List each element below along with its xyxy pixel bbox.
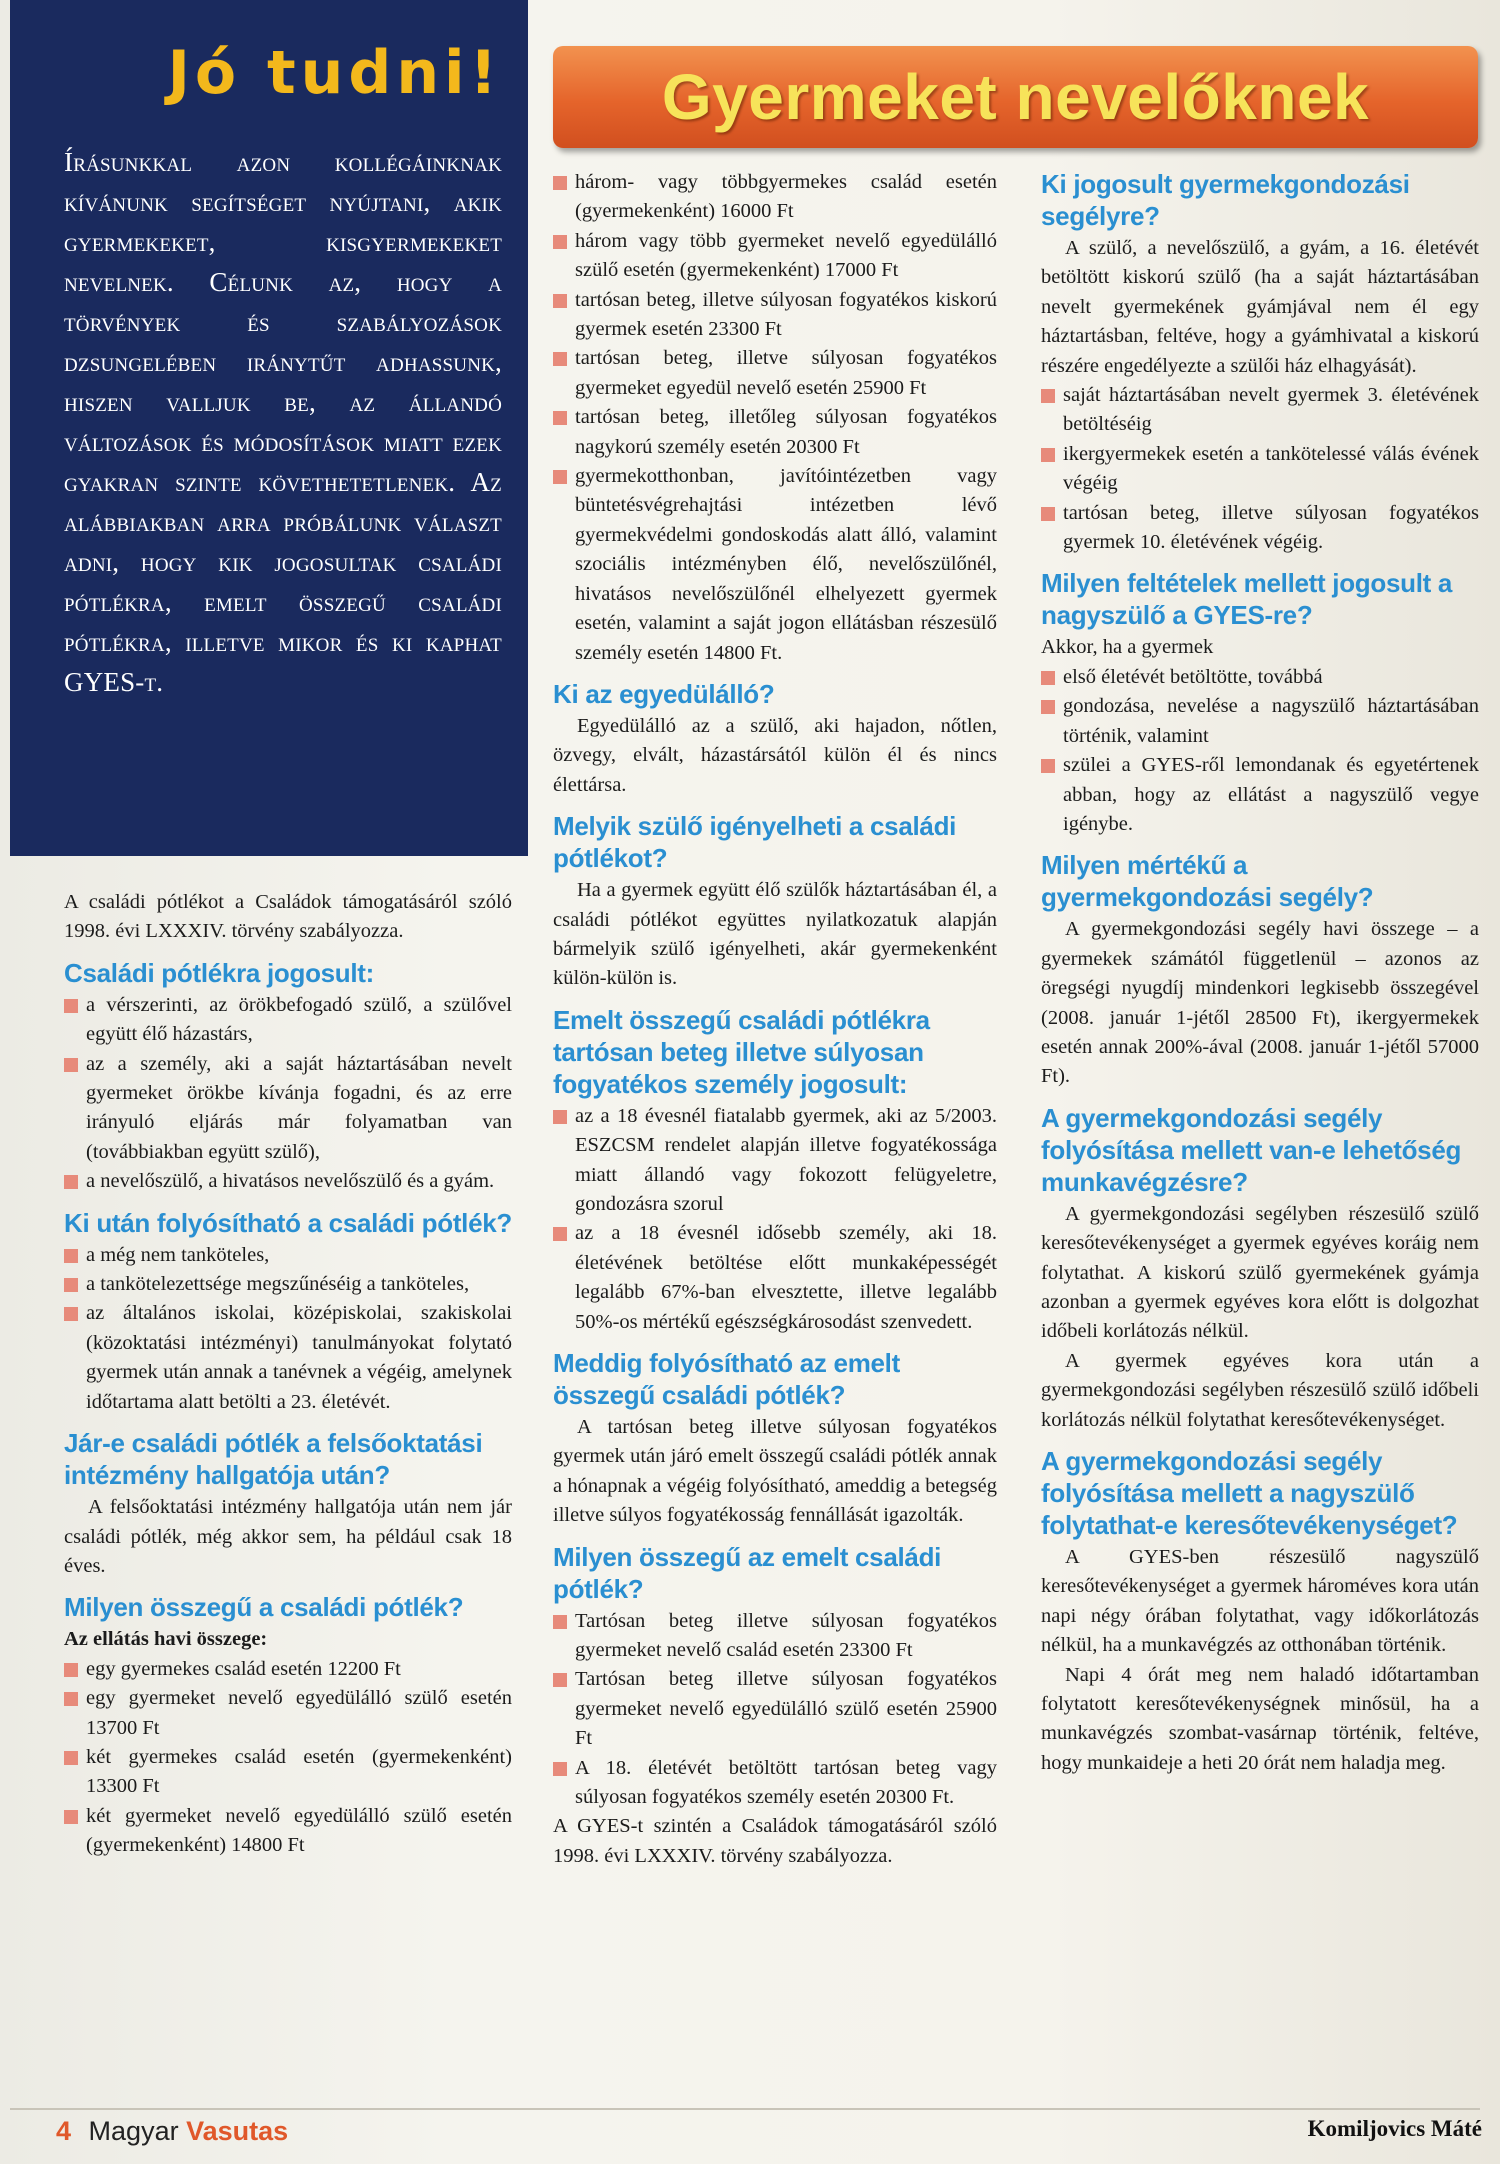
footer-divider xyxy=(10,2108,1480,2110)
subheading-osszeg: Milyen összegű a családi pótlék? xyxy=(64,1592,464,1623)
list-item-text: a tankötelezettsége megszűnéséig a tanköteles, xyxy=(86,1273,470,1296)
list-item xyxy=(1041,751,1479,839)
list-item-text: a még nem tanköteles, xyxy=(86,1243,270,1266)
list-item-text: tartósan beteg, illetve súlyosan fogyatékos gyermek 10. életévének végéig. xyxy=(1063,501,1479,554)
list-item xyxy=(1041,381,1479,440)
list-jogosult xyxy=(64,991,512,1197)
list-item-text: két gyermekes család esetén (gyermekenként) 13300 Ft xyxy=(86,1745,512,1798)
square-bullet-icon xyxy=(553,1762,567,1776)
paragraph-nagyszulo: Akkor, ha a gyermek xyxy=(1041,636,1214,659)
square-bullet-icon xyxy=(1041,507,1055,521)
list-item-text: az a 18 évesnél fiatalabb gyermek, aki az 5/2003. ESZCSM rendelet alapján illetve fogyatékossága miatt állandó vagy fokozott felügyeletre, gondozásra szorul xyxy=(575,1104,997,1215)
column-2 xyxy=(553,168,997,1871)
list-item-text: szülei a GYES-ről lemondanak és egyetértenek abban, hogy az ellátást a nagyszülő vegye igénybe. xyxy=(1063,754,1479,835)
subheading-jogosult: Családi pótlékra jogosult: xyxy=(64,957,375,988)
author-name: Komiljovics Máté xyxy=(1307,2116,1482,2141)
square-bullet-icon xyxy=(64,1663,78,1677)
paragraph-melyik-szulo: Ha a gyermek együtt élő szülők háztartásában él, a családi pótlékot együttes nyilatkozatuk alapján bármelyik szülő igényelheti, akár gyermekenként külön-külön is. xyxy=(553,879,997,990)
square-bullet-icon xyxy=(64,1058,78,1072)
list-item xyxy=(64,1684,512,1743)
square-bullet-icon xyxy=(64,1692,78,1706)
list-item xyxy=(64,991,512,1050)
column-3 xyxy=(1041,168,1479,1778)
square-bullet-icon xyxy=(1041,671,1055,685)
list-osszeg-continued xyxy=(553,168,997,668)
list-item-text: gondozása, nevelése a nagyszülő háztartásában történik, valamint xyxy=(1063,695,1479,747)
square-bullet-icon xyxy=(1041,389,1055,403)
subheading-emelt-osszeg: Milyen összegű az emelt családi pótlék? xyxy=(553,1541,942,1604)
intro-heading: Jó tudni! xyxy=(167,38,502,108)
list-item-text: három- vagy többgyermekes család esetén (gyermekenként) 16000 Ft xyxy=(575,171,997,223)
square-bullet-icon xyxy=(553,1615,567,1629)
list-item xyxy=(553,344,997,403)
subheading-gyes-jogosult: Ki jogosult gyermekgondozási segélyre? xyxy=(1041,169,1410,231)
paragraph-nagyszulo-munka-1: A GYES-ben részesülő nagyszülő keresőtevékenységet a gyermek hároméves kora után napi négy órában folytathat, vagy időkorlátozás nélkül, ha a munkavégzés az otthonában történik. xyxy=(1041,1546,1479,1657)
list-item-text: az általános iskolai, középiskolai, szakiskolai (közoktatási intézményi) tanulmányokat folytató gyermek után annak a tanévnek a végéig, amelynek időtartama alatt betölti a 23. életévét. xyxy=(86,1302,512,1413)
square-bullet-icon xyxy=(64,1278,78,1292)
subheading-nagyszulo: Milyen feltételek mellett jogosult a nagyszülő a GYES-re? xyxy=(1041,568,1453,631)
subheading-meddig: Meddig folyósítható az emelt összegű családi pótlék? xyxy=(553,1348,900,1410)
list-nagyszulo xyxy=(1041,663,1479,839)
footer-brand xyxy=(56,2113,288,2149)
list-item-text: tartósan beteg, illetőleg súlyosan fogyatékos nagykorú személy esetén 20300 Ft xyxy=(575,406,997,458)
paragraph-munka-2: A gyermek egyéves kora után a gyermekgondozási segélyben részesülő szülő időbeli korlátozás nélkül folytathat keresőtevékenységet. xyxy=(1041,1349,1479,1431)
list-item-text: a vérszerinti, az örökbefogadó szülő, a szülővel együtt élő házastárs, xyxy=(86,993,512,1046)
paragraph-meddig: A tartósan beteg illetve súlyosan fogyatékos gyermek után járó emelt összegű családi pótlék annak a hónapnak a végéig folyósítható, ameddig a betegség illetve súlyos fogyatékosság fennállását igazolták. xyxy=(553,1416,997,1527)
paragraph-egyedulallo: Egyedülálló az a szülő, aki hajadon, nőtlen, özvegy, elvált, házastársától külön él és nincs élettársa. xyxy=(553,714,997,796)
paragraph-nagyszulo-munka-2: Napi 4 órát meg nem haladó időtartamban folytatott keresőtevékenységnek minősül, ha a munkavégzés szombat-vasárnap történik, feltéve, hogy munkaideje a heti 20 órát nem haladja meg. xyxy=(1041,1663,1479,1774)
list-item xyxy=(64,1241,512,1270)
column-1 xyxy=(64,888,512,1861)
list-item-text: az a 18 évesnél idősebb személy, aki 18. életévének betöltése előtt munkaképességét legalább 67%-ban elvesztette, illetve legalább 50%-os mértékű egészségkárosodást szenvedett. xyxy=(575,1222,997,1333)
list-item xyxy=(1041,440,1479,499)
paragraph-gyes-law: A GYES-t szintén a Családok támogatásáról szóló 1998. évi LXXXIV. törvény szabályozza. xyxy=(553,1815,997,1867)
subheading-melyik-szulo: Melyik szülő igényelheti a családi pótlékot? xyxy=(553,811,957,874)
list-emelt xyxy=(553,1102,997,1337)
square-bullet-icon xyxy=(553,352,567,366)
list-item-text: egy gyermekes család esetén 12200 Ft xyxy=(86,1657,401,1680)
list-item xyxy=(1041,692,1479,751)
list-item-text: Tartósan beteg illetve súlyosan fogyatékos gyermeket nevelő egyedülálló szülő esetén 25900 Ft xyxy=(575,1668,997,1750)
list-item-text: ikergyermekek esetén a tankötelessé válás évének végéig xyxy=(1063,442,1479,495)
subheading-nagyszulo-munka: A gyermekgondozási segély folyósítása mellett a nagyszülő folytathat-e keresőtevékenységet? xyxy=(1041,1446,1458,1540)
list-ki-utan xyxy=(64,1241,512,1417)
section-banner xyxy=(553,46,1478,148)
list-item-text: a nevelőszülő, a hivatásos nevelőszülő és a gyám. xyxy=(86,1170,495,1193)
list-item xyxy=(64,1167,512,1196)
square-bullet-icon xyxy=(553,294,567,308)
list-item-text: tartósan beteg, illetve súlyosan fogyatékos kiskorú gyermek esetén 23300 Ft xyxy=(575,288,997,341)
subheading-egyedulallo: Ki az egyedülálló? xyxy=(553,678,775,709)
brand-magyar: Magyar xyxy=(88,2116,179,2146)
paragraph-gyes-jogosult: A szülő, a nevelőszülő, a gyám, a 16. életévét betöltött kiskorú szülő (ha a saját háztartásában nevelt gyermekének gyámjával nem él egy háztartásban, feltéve, hogy a gyámhivatal a kiskorú részére engedélyezte a szülői ház elhagyását). xyxy=(1041,237,1479,377)
list-item xyxy=(64,1655,512,1684)
list-item-text: saját háztartásában nevelt gyermek 3. életévének betöltéséig xyxy=(1063,384,1479,436)
list-item xyxy=(64,1050,512,1168)
square-bullet-icon xyxy=(1041,759,1055,773)
square-bullet-icon xyxy=(553,1227,567,1241)
list-item xyxy=(64,1299,512,1417)
list-item-text: Tartósan beteg illetve súlyosan fogyatékos gyermeket nevelő család esetén 23300 Ft xyxy=(575,1609,997,1662)
list-item xyxy=(553,227,997,286)
list-item-text: tartósan beteg, illetve súlyosan fogyatékos gyermeket egyedül nevelő esetén 25900 Ft xyxy=(575,347,997,399)
subheading-munka: A gyermekgondozási segély folyósítása mellett van-e lehetőség munkavégzésre? xyxy=(1041,1102,1462,1197)
square-bullet-icon xyxy=(553,176,567,190)
list-item xyxy=(1041,663,1479,692)
intro-box xyxy=(10,0,528,856)
paragraph-mertek: A gyermekgondozási segély havi összege – a gyermekek számától függetlenül – azonos az öregségi nyugdíj mindenkori legkisebb összegével (2008. január 1-jétől 28500 Ft), ikergyermekek esetén annak 200%-ával (2008. január 1-jétől 57000 Ft). xyxy=(1041,918,1479,1088)
list-item xyxy=(553,1102,997,1220)
list-gyes-jogosult xyxy=(1041,381,1479,557)
square-bullet-icon xyxy=(553,411,567,425)
law-paragraph: A családi pótlékot a Családok támogatásáról szóló 1998. évi LXXXIV. törvény szabályozza. xyxy=(64,891,512,943)
brand-vasutas: Vasutas xyxy=(186,2116,289,2146)
square-bullet-icon xyxy=(1041,448,1055,462)
list-item xyxy=(553,1607,997,1666)
list-item xyxy=(553,1665,997,1753)
square-bullet-icon xyxy=(64,1810,78,1824)
square-bullet-icon xyxy=(64,999,78,1013)
square-bullet-icon xyxy=(553,1673,567,1687)
subheading-felsooktatas: Jár-e családi pótlék a felsőoktatási intézmény hallgatója után? xyxy=(64,1428,483,1491)
list-item-text: három vagy több gyermeket nevelő egyedülálló szülő esetén (gyermekenként) 17000 Ft xyxy=(575,229,997,282)
square-bullet-icon xyxy=(1041,700,1055,714)
list-item xyxy=(553,462,997,668)
square-bullet-icon xyxy=(553,1110,567,1124)
subheading-mertek: Milyen mértékű a gyermekgondozási segély? xyxy=(1041,850,1374,913)
list-osszeg xyxy=(64,1655,512,1861)
banner-title: Gyermeket nevelőknek xyxy=(661,61,1370,133)
square-bullet-icon xyxy=(553,235,567,249)
list-item xyxy=(553,403,997,462)
list-item-text: két gyermeket nevelő egyedülálló szülő esetén (gyermekenként) 14800 Ft xyxy=(86,1804,512,1857)
square-bullet-icon xyxy=(64,1175,78,1189)
list-item-text: egy gyermeket nevelő egyedülálló szülő esetén 13700 Ft xyxy=(86,1687,512,1739)
square-bullet-icon xyxy=(64,1751,78,1765)
square-bullet-icon xyxy=(553,470,567,484)
list-item xyxy=(64,1743,512,1802)
list-item xyxy=(64,1270,512,1299)
list-item xyxy=(1041,499,1479,558)
paragraph-felsooktatas: A felsőoktatási intézmény hallgatója után nem jár családi pótlék, még akkor sem, ha például csak 18 éves. xyxy=(64,1496,512,1577)
list-item xyxy=(553,286,997,345)
list-item-text: gyermekotthonban, javítóintézetben vagy büntetésvégrehajtási intézetben lévő gyermekvédelmi gondoskodás alatt álló, valamint szociális intézményben élő, nevelőszülőnél, hivatásos nevelőszülőnél elhelyezett gyermek esetén, valamint a saját jogon ellátásban részesülő személy esetén 14800 Ft. xyxy=(575,465,997,664)
osszeg-lead: Az ellátás havi összege: xyxy=(64,1628,268,1651)
page-number: 4 xyxy=(56,2116,72,2146)
list-item-text: az a személy, aki a saját háztartásában nevelt gyermeket örökbe kívánja fogadni, és az erre irányuló eljárás már folyamatban van (továbbiakban együtt szülő), xyxy=(86,1052,512,1163)
list-item xyxy=(553,1754,997,1813)
subheading-ki-utan: Ki után folyósítható a családi pótlék? xyxy=(64,1207,513,1238)
paragraph-munka-1: A gyermekgondozási segélyben részesülő szülő keresőtevékenységet a gyermek egyéves koráig nem folytathat. A kiskorú szülő gyermekének gyámja azonban a gyermek egyéves kora előtt is dolgozhat időbeli korlátozás nélkül. xyxy=(1041,1202,1479,1343)
list-item xyxy=(553,1219,997,1337)
list-item xyxy=(553,168,997,227)
list-item-text: A 18. életévét betöltött tartósan beteg vagy súlyosan fogyatékos személy esetén 20300 Ft. xyxy=(575,1756,997,1809)
list-emelt-osszeg xyxy=(553,1607,997,1813)
intro-text: Írásunkkal azon kollégáinknak kívánunk segítséget nyújtani, akik gyermekeket, kisgyermekeket nevelnek. Célunk az, hogy a törvények és szabályozások dzsungelében iránytűt adhassunk, hiszen valljuk be, az állandó változások és módosítások miatt ezek gyakran szinte követhetetlenek. Az alábbiakban arra próbálunk választ adni, hogy kik jogosultak családi pótlékra, emelt összegű családi pótlékra, illetve mikor és ki kaphat GYES-t. xyxy=(64,147,502,697)
square-bullet-icon xyxy=(64,1307,78,1321)
square-bullet-icon xyxy=(64,1249,78,1263)
list-item-text: első életévét betöltötte, továbbá xyxy=(1063,665,1323,688)
list-item xyxy=(64,1802,512,1861)
subheading-emelt: Emelt összegű családi pótlékra tartósan beteg illetve súlyosan fogyatékos személy jogosult: xyxy=(553,1004,930,1099)
